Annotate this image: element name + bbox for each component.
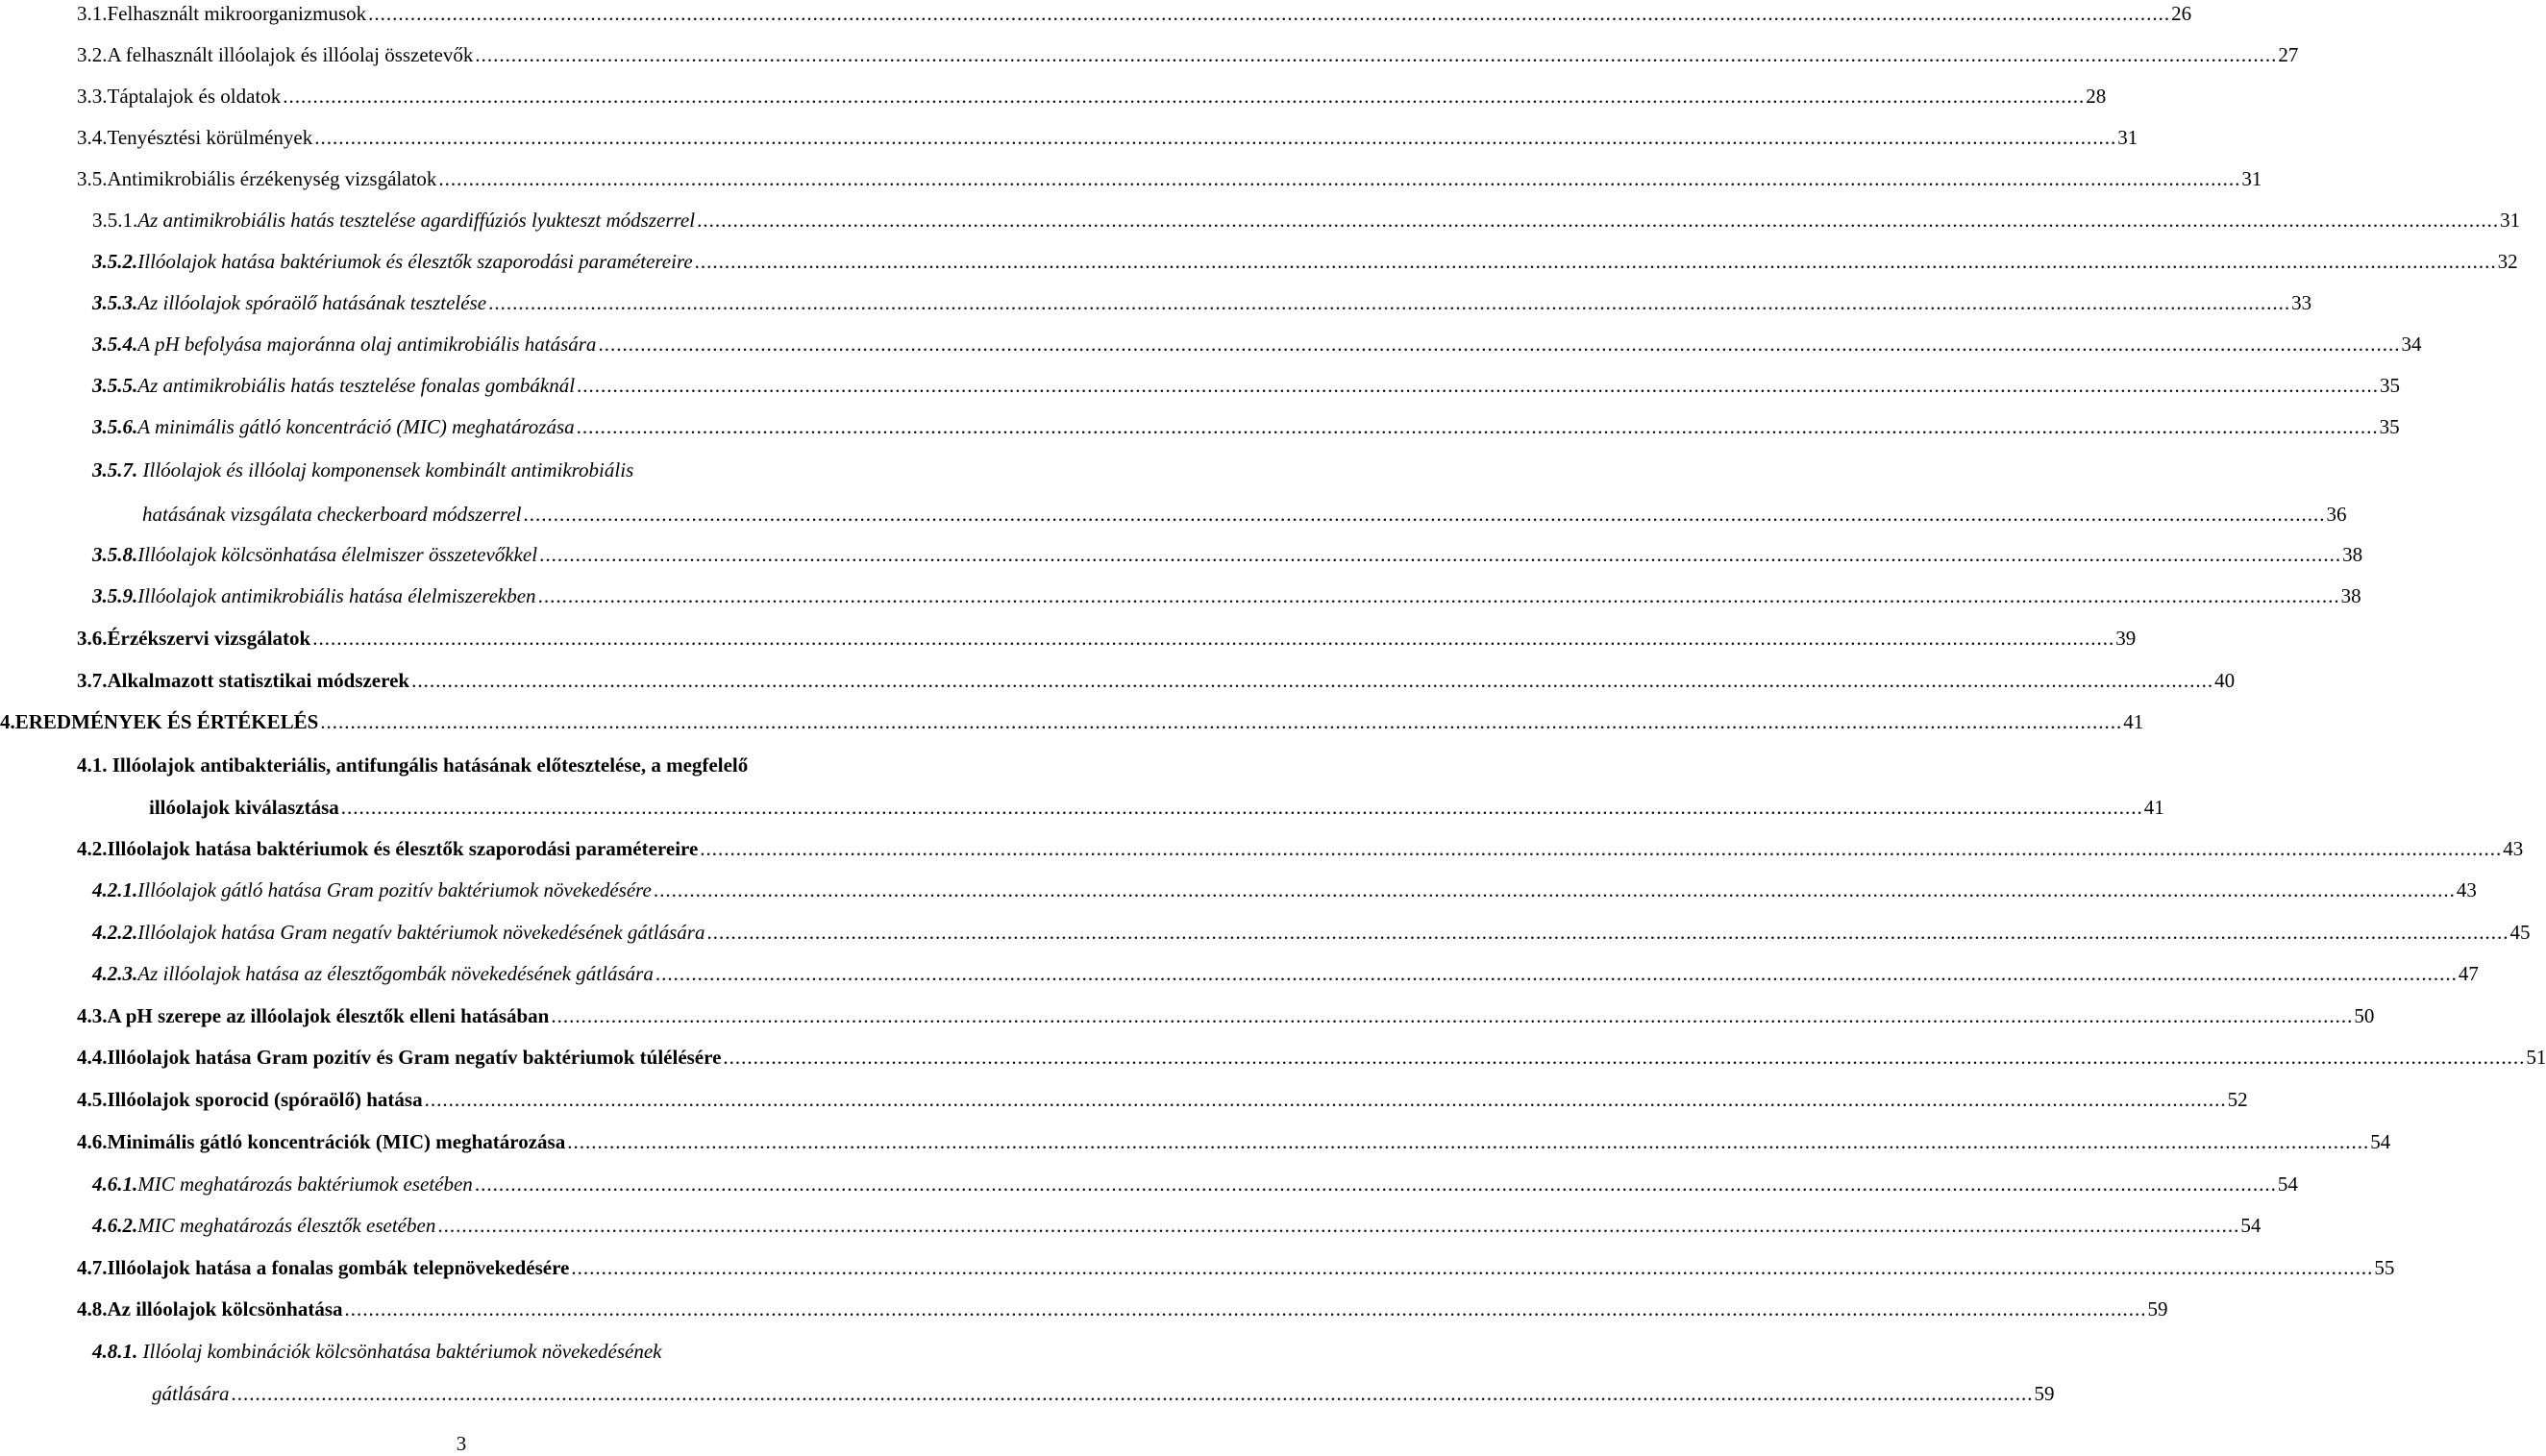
toc-entry-page: 43 — [2456, 878, 2477, 901]
toc-entry-page: 41 — [2123, 710, 2144, 733]
toc-entry-number: 4.8.1. — [92, 1340, 138, 1363]
toc-entry-title: Illóolajok sporocid (spóraölő) hatása — [107, 1088, 423, 1111]
toc-entry-number: 4.6.1. — [92, 1172, 138, 1196]
toc-entry-number: 3.1. — [77, 2, 108, 25]
toc-entry-page: 35 — [2379, 415, 2400, 438]
toc-entry-title: Illóolajok hatása Gram pozitív és Gram negatív baktériumok túlélésére — [107, 1046, 722, 1069]
toc-entry-title: Az illóolajok spóraölő hatásának tesztelése — [137, 291, 487, 314]
toc-entry-page: 34 — [2401, 333, 2422, 356]
toc-entry-page: 43 — [2503, 837, 2524, 860]
toc-dot-leader: ............................................................................................................................................................................................................................................................................................................ — [344, 1297, 2147, 1320]
toc-entry-title: Illóolajok antibakteriális, antifungális hatásának előtesztelése, a megfelelő — [107, 753, 749, 777]
toc-entry-page: 55 — [2374, 1256, 2395, 1279]
toc-entry-page: 54 — [2277, 1172, 2298, 1196]
toc-entry-number: 3.6. — [77, 627, 108, 650]
toc-entry-page: 36 — [2326, 503, 2347, 526]
toc-dot-leader: ............................................................................................................................................................................................................................................................................................................ — [576, 415, 2379, 438]
toc-entry-number: 4.6.2. — [92, 1214, 138, 1237]
toc-dot-leader: ............................................................................................................................................................................................................................................................................................................ — [655, 962, 2458, 985]
toc-entry-number: 4.8. — [77, 1297, 108, 1320]
toc-dot-leader: ............................................................................................................................................................................................................................................................................................................ — [723, 1046, 2526, 1069]
toc-dot-leader: ............................................................................................................................................................................................................................................................................................................ — [539, 543, 2342, 566]
toc-entry-title: Illóolajok antimikrobiális hatása élelmiszerekben — [137, 584, 536, 607]
toc-entry-title: Az antimikrobiális hatás tesztelése fonalas gombáknál — [137, 374, 576, 397]
toc-entry-number: 4.4. — [77, 1046, 108, 1069]
toc-dot-leader: ............................................................................................................................................................................................................................................................................................................ — [488, 291, 2291, 314]
toc-entry-number: 4.3. — [77, 1004, 108, 1027]
toc-entry-number: 3.5.1. — [92, 209, 138, 232]
toc-entry-page: 28 — [2086, 85, 2107, 108]
toc-dot-leader: ............................................................................................................................................................................................................................................................................................................ — [283, 85, 2086, 108]
toc-entry-number: 3.4. — [77, 126, 108, 149]
toc-dot-leader: ............................................................................................................................................................................................................................................................................................................ — [411, 669, 2214, 692]
toc-entry-title: Tenyésztési körülmények — [107, 126, 313, 149]
toc-entry-number: 3.5.8. — [92, 543, 138, 566]
toc-dot-leader: ............................................................................................................................................................................................................................................................................................................ — [368, 2, 2171, 25]
toc-entry-number: 3.5.4. — [92, 333, 138, 356]
toc-entry-page: 39 — [2115, 627, 2137, 650]
toc-entry-title: A minimális gátló koncentráció (MIC) meghatározása — [137, 415, 575, 438]
toc-entry-title: Érzékszervi vizsgálatok — [107, 627, 311, 650]
toc-entry-title: Minimális gátló koncentrációk (MIC) meghatározása — [107, 1130, 566, 1153]
toc-entry-number: 4.2.2. — [92, 921, 138, 944]
toc-entry-title: A pH szerepe az illóolajok élesztők elleni hatásában — [107, 1004, 550, 1027]
toc-entry-title: Illóolajok hatása baktériumok és élesztők szaporodási paramétereire — [137, 250, 693, 273]
toc-entry-title: Illóolajok hatása Gram negatív baktériumok növekedésének gátlására — [137, 921, 705, 944]
toc-entry-title: A pH befolyása majoránna olaj antimikrobiális hatására — [137, 333, 597, 356]
toc-entry-title: Antimikrobiális érzékenység vizsgálatok — [107, 167, 437, 190]
toc-dot-leader: ............................................................................................................................................................................................................................................................................................................ — [424, 1088, 2227, 1111]
toc-entry-number: 3.5. — [77, 167, 108, 190]
toc-entry-title: Illóolajok gátló hatása Gram pozitív baktériumok növekedésére — [137, 878, 652, 901]
toc-dot-leader: ............................................................................................................................................................................................................................................................................................................ — [571, 1256, 2374, 1279]
toc-entry-title: Felhasznált mikroorganizmusok — [107, 2, 367, 25]
toc-entry-title: Illóolajok kölcsönhatása élelmiszer összetevőkkel — [137, 543, 538, 566]
toc-entry-number: 3.5.7. — [92, 458, 138, 481]
toc-dot-leader: ............................................................................................................................................................................................................................................................................................................ — [694, 250, 2497, 273]
toc-entry-number: 4.5. — [77, 1088, 108, 1111]
toc-entry-title: Illóolajok hatása baktériumok és élesztők szaporodási paramétereire — [107, 837, 699, 860]
toc-entry-number: 4.2. — [77, 837, 108, 860]
page-number: 3 — [456, 1432, 467, 1455]
toc-entry-number: 3.2. — [77, 43, 108, 66]
toc-entry-title: Illóolajok hatása a fonalas gombák telepnövekedésére — [107, 1256, 570, 1279]
toc-entry-number: 3.7. — [77, 669, 108, 692]
toc-entry-page: 38 — [2340, 584, 2361, 607]
toc-entry-title: MIC meghatározás baktériumok esetében — [137, 1172, 473, 1196]
toc-entry-number: 3.5.3. — [92, 291, 138, 314]
toc-entry-page: 35 — [2380, 374, 2401, 397]
toc-dot-leader: ............................................................................................................................................................................................................................................................................................................ — [567, 1130, 2370, 1153]
toc-entry-number: 4.2.1. — [92, 878, 138, 901]
toc-entry-page: 59 — [2034, 1382, 2055, 1405]
toc-entry-number: 4. — [0, 710, 15, 733]
toc-dot-leader: ............................................................................................................................................................................................................................................................................................................ — [231, 1382, 2034, 1405]
toc-entry-title: Illóolajok és illóolaj komponensek kombinált antimikrobiális — [137, 458, 634, 481]
toc-entry-title: Táptalajok és oldatok — [107, 85, 282, 108]
toc-entry-page: 54 — [2370, 1130, 2391, 1153]
toc-dot-leader: ............................................................................................................................................................................................................................................................................................................ — [312, 627, 2115, 650]
toc-dot-leader: ............................................................................................................................................................................................................................................................................................................ — [598, 333, 2401, 356]
toc-entry-title: A felhasznált illóolajok és illóolaj összetevők — [107, 43, 474, 66]
toc-entry-page: 38 — [2342, 543, 2363, 566]
toc-entry-page: 47 — [2458, 962, 2479, 985]
toc-entry-page: 31 — [2117, 126, 2138, 149]
toc-entry-title: MIC meghatározás élesztők esetében — [137, 1214, 436, 1237]
toc-entry-number: 4.7. — [77, 1256, 108, 1279]
toc-entry-page: 45 — [2509, 921, 2531, 944]
toc-dot-leader: ............................................................................................................................................................................................................................................................................................................ — [706, 921, 2509, 944]
toc-dot-leader: ............................................................................................................................................................................................................................................................................................................ — [577, 374, 2380, 397]
toc-entry-number: 3.5.6. — [92, 415, 138, 438]
toc-entry-page: 41 — [2143, 796, 2164, 819]
toc-entry-number: 4.6. — [77, 1130, 108, 1153]
toc-dot-leader: ............................................................................................................................................................................................................................................................................................................ — [437, 1214, 2240, 1237]
toc-entry-page: 27 — [2278, 43, 2299, 66]
toc-entry-title: Az illóolajok hatása az élesztőgombák növekedésének gátlására — [137, 962, 654, 985]
toc-dot-leader: ............................................................................................................................................................................................................................................................................................................ — [314, 126, 2117, 149]
toc-entry-title: Az illóolajok kölcsönhatása — [107, 1297, 343, 1320]
toc-entry-title-continued: illóolajok kiválasztása — [149, 796, 339, 819]
toc-entry-number: 3.3. — [77, 85, 108, 108]
toc-dot-leader: ............................................................................................................................................................................................................................................................................................................ — [697, 209, 2500, 232]
toc-entry-number: 3.5.9. — [92, 584, 138, 607]
toc-dot-leader: ............................................................................................................................................................................................................................................................................................................ — [320, 710, 2123, 733]
toc-entry-title: Alkalmazott statisztikai módszerek — [107, 669, 410, 692]
toc-dot-leader: ............................................................................................................................................................................................................................................................................................................ — [537, 584, 2340, 607]
toc-entry-page: 50 — [2354, 1004, 2375, 1027]
toc-entry-title-continued: gátlására — [152, 1382, 230, 1405]
toc-entry-title: EREDMÉNYEK ÉS ÉRTÉKELÉS — [14, 710, 319, 733]
toc-entry-title: Az antimikrobiális hatás tesztelése agardiffúziós lyukteszt módszerrel — [137, 209, 696, 232]
toc-entry-number: 4.2.3. — [92, 962, 138, 985]
toc-dot-leader: ............................................................................................................................................................................................................................................................................................................ — [340, 796, 2143, 819]
toc-entry-number: 3.5.2. — [92, 250, 138, 273]
toc-dot-leader: ............................................................................................................................................................................................................................................................................................................ — [700, 837, 2503, 860]
toc-entry-page: 26 — [2171, 2, 2192, 25]
toc-entry-page: 33 — [2291, 291, 2312, 314]
toc-entry-page: 59 — [2147, 1297, 2168, 1320]
toc-entry-page: 31 — [2500, 209, 2521, 232]
toc-entry-page: 32 — [2497, 250, 2518, 273]
toc-entry-page: 54 — [2240, 1214, 2262, 1237]
toc-dot-leader: ............................................................................................................................................................................................................................................................................................................ — [438, 167, 2241, 190]
toc-entry-number: 4.1. — [77, 753, 108, 777]
toc-entry-page: 40 — [2214, 669, 2236, 692]
toc-dot-leader: ............................................................................................................................................................................................................................................................................................................ — [523, 503, 2326, 526]
toc-entry-page: 31 — [2241, 167, 2262, 190]
toc-entry-page: 51 — [2526, 1046, 2546, 1069]
toc-dot-leader: ............................................................................................................................................................................................................................................................................................................ — [551, 1004, 2354, 1027]
toc-dot-leader: ............................................................................................................................................................................................................................................................................................................ — [475, 43, 2278, 66]
toc-dot-leader: ............................................................................................................................................................................................................................................................................................................ — [653, 878, 2456, 901]
toc-entry-title-continued: hatásának vizsgálata checkerboard módszerrel — [142, 503, 522, 526]
toc-entry-number: 3.5.5. — [92, 374, 138, 397]
toc-entry-page: 52 — [2227, 1088, 2248, 1111]
toc-dot-leader: ............................................................................................................................................................................................................................................................................................................ — [474, 1172, 2277, 1196]
toc-entry-title: Illóolaj kombinációk kölcsönhatása baktériumok növekedésének — [137, 1340, 662, 1363]
